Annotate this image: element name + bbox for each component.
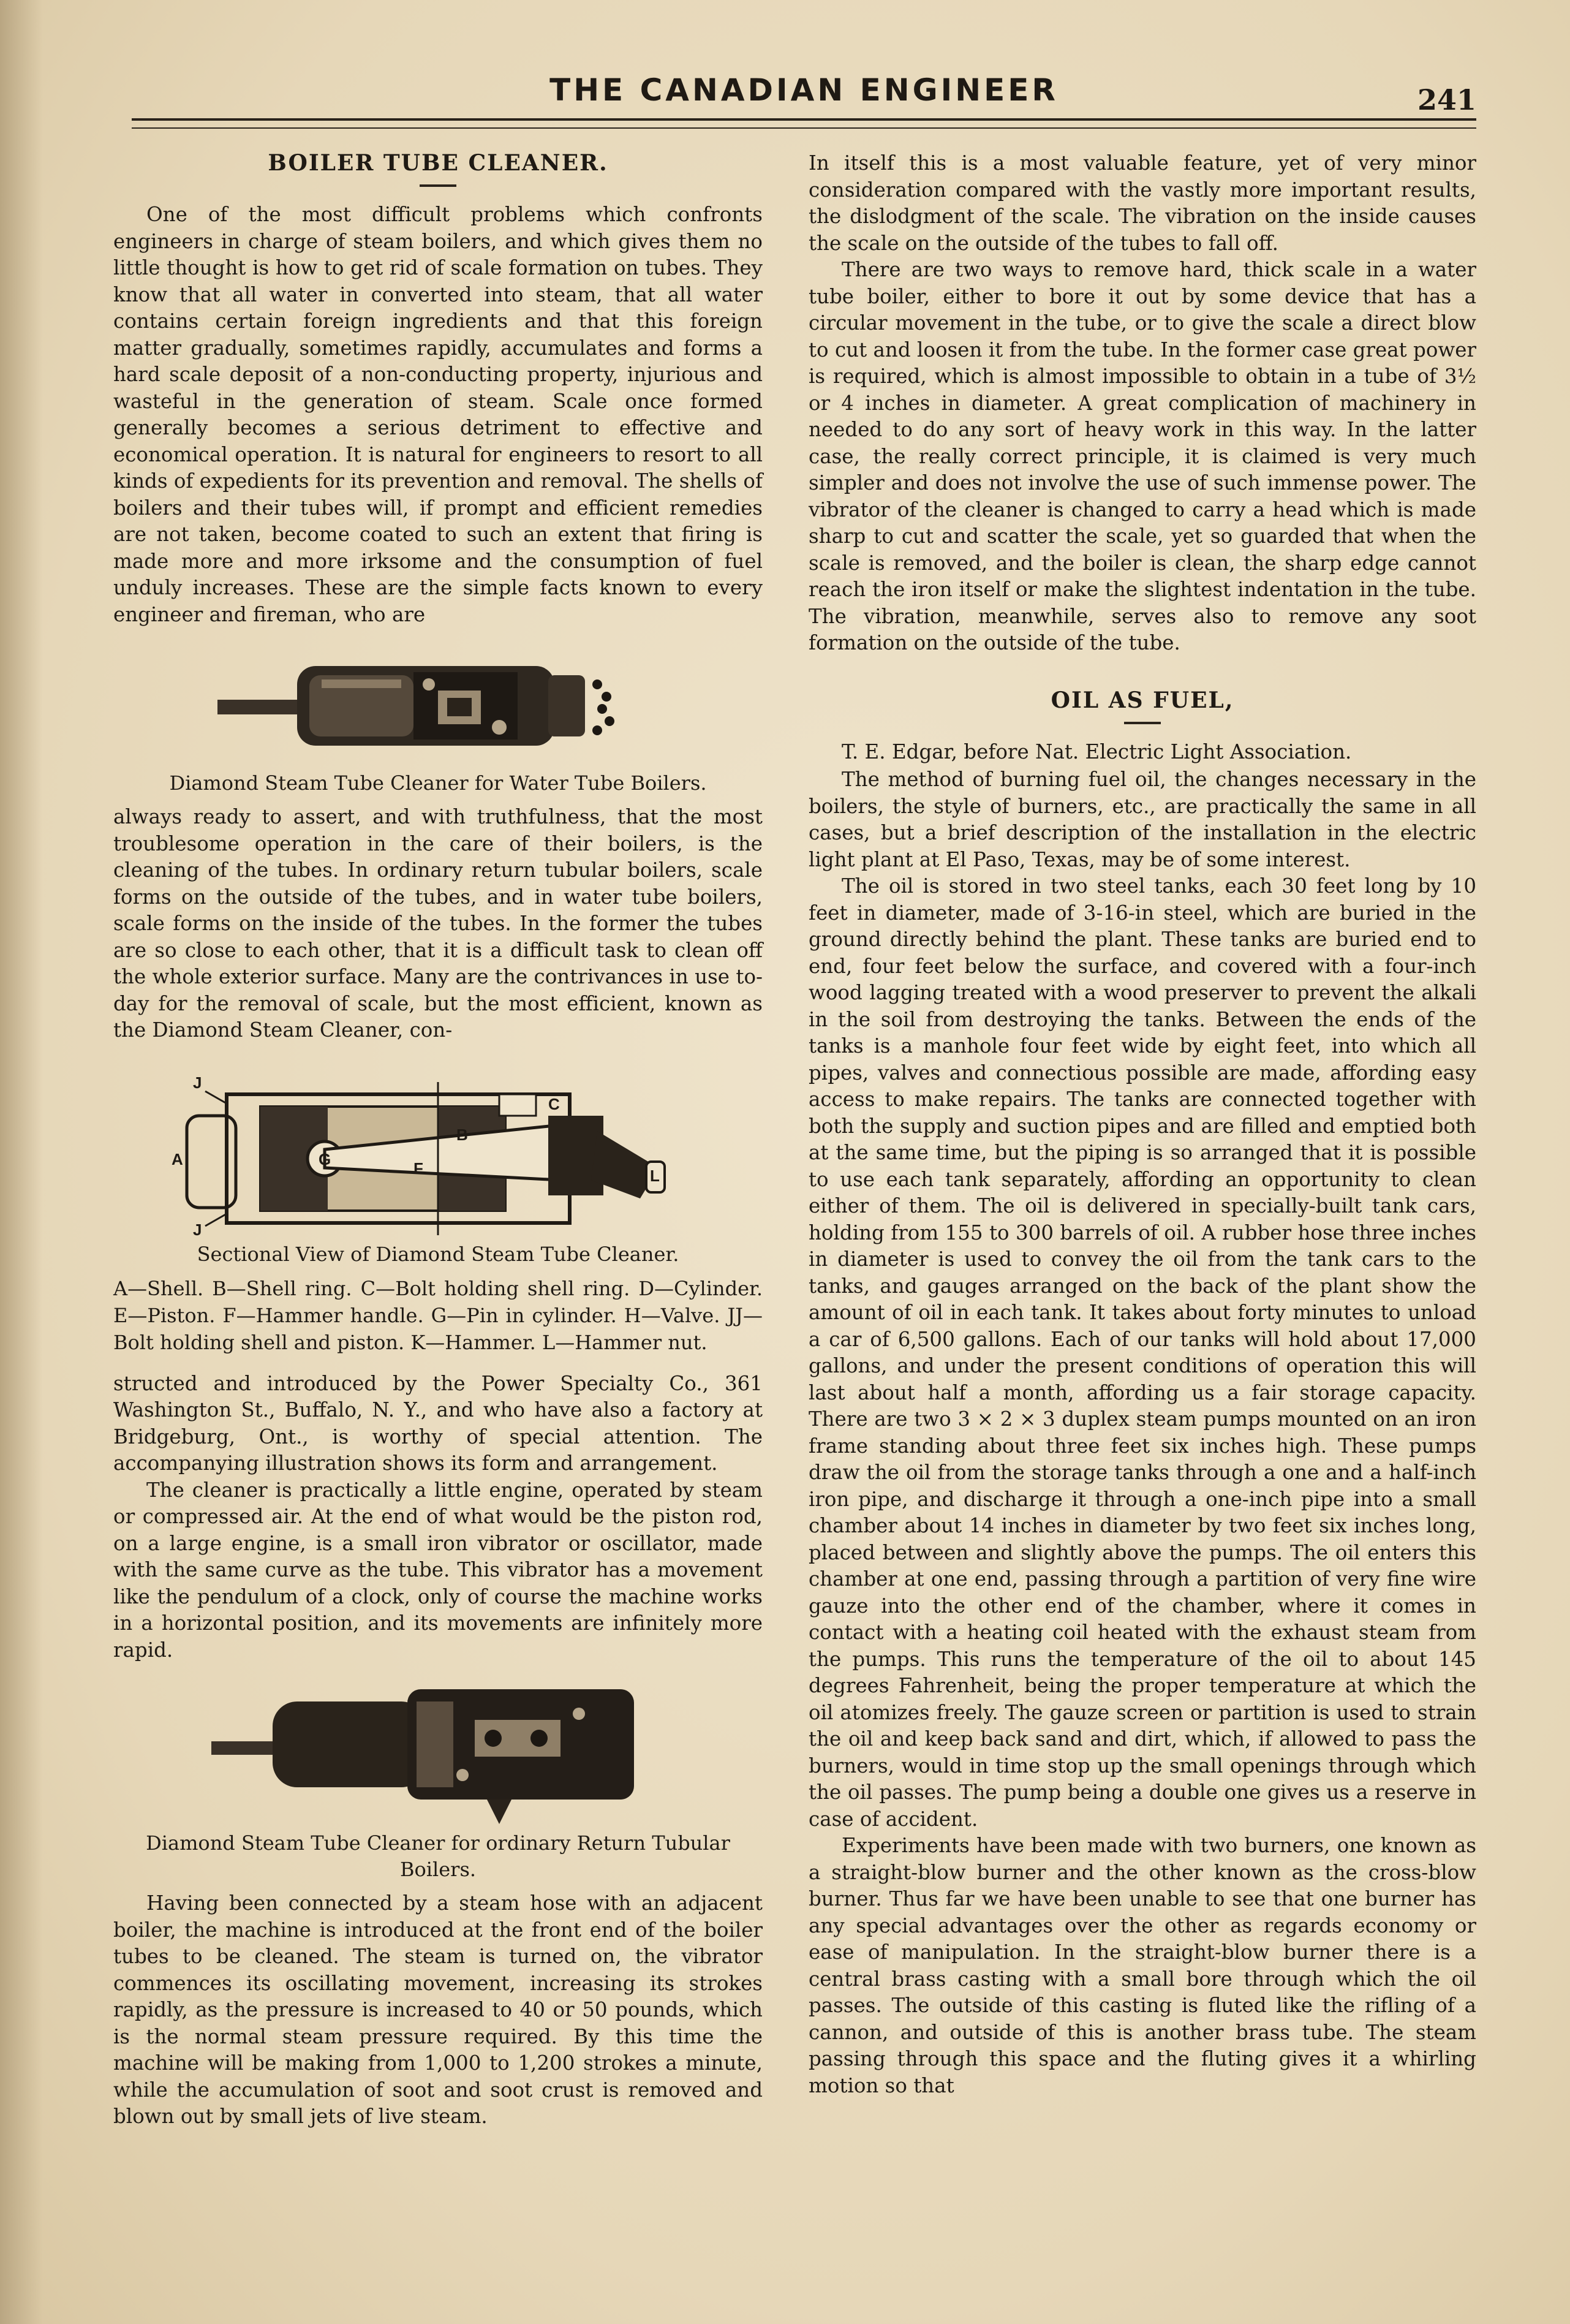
paragraph: structed and introduced by the Power Specialty Co., 361 Washington St., Buffalo, N. Y., and who have also a factory at Bridgeburg, Ont., is worthy of special attention. The accompanying illustration shows its form and arrangement. xyxy=(113,1371,763,1475)
page-header xyxy=(132,72,1476,140)
diagram-label: G xyxy=(319,1149,331,1168)
paragraph: In itself this is a most valuable feature, yet of very minor consideration compared with the vastly more important results, the dislodgment of the scale. The vibration on the inside causes the scale on the outside of the tubes to fall off. xyxy=(809,151,1476,255)
paragraph: Having been connected by a steam hose with an adjacent boiler, the machine is introduced at the front end of the boiler tubes to be cleaned. The steam is turned on, the vibrator commences its oscillating movement, increasing its strokes rapidly, as the pressure is increased to 40 or 50 pounds, which is the normal steam pressure required. By this time the machine will be making from 1,000 to 1,200 strokes a minute, while the accumulation of soot and soot crust is removed and blown out by small jets of live steam. xyxy=(113,1891,763,2128)
figure-caption: Diamond Steam Tube Cleaner for Water Tube Boilers. xyxy=(169,771,707,795)
paragraph: The cleaner is practically a little engine, operated by steam or compressed air. At the end of what would be the piston rod, on a large engine, is a small iron vibrator or oscillator, made with the same curve as the tube. This vibrator has a movement like the pendulum of a clock, only of course the machine works in a horizontal position, and its movements are infinitely more rapid. xyxy=(113,1478,763,1662)
paragraph: The method of burning fuel oil, the changes necessary in the boilers, the style of burners, etc., are practically the same in all cases, but a brief description of the installation in the electric light plant at El Paso, Texas, may be of some interest. xyxy=(809,768,1476,871)
figure-legend: A—Shell. B—Shell ring. C—Bolt holding shell ring. D—Cylinder. E—Piston. F—Hammer handle. G—Pin in cylinder. H—Valve. JJ—Bolt holding shell and piston. K—Hammer. L—Hammer nut. xyxy=(113,1276,763,1354)
header-rule-thin xyxy=(132,127,1476,129)
page-number: 241 xyxy=(1417,83,1476,116)
return-tubular-cleaner-illustration xyxy=(205,1677,671,1830)
paragraph: There are two ways to remove hard, thick scale in a water tube boiler, either to bore it out by some device that has a circular movement in the tube, or to give the scale a direct blow to cut and loosen it from the tube. In the former case great power is required, which is almost impossible to obtain in a tube of 3½ or 4 inches in diameter. A great complication of machinery in needed to do any sort of heavy work in this way. In the latter case, the really correct principle, it is claimed is very much simpler and does not involve the use of such immense power. The vibrator of the cleaner is changed to carry a head which is made sharp to cut and scatter the scale, yet so guarded that when the scale is removed, and the boiler is clean, the sharp edge cannot reach the iron itself or make the slightest indentation in the tube. The vibration, meanwhile, serves also to remove any soot formation on the outside of the tube. xyxy=(809,258,1476,654)
diagram-label: A xyxy=(172,1149,183,1168)
paragraph: The oil is stored in two steel tanks, each 30 feet long by 10 feet in diameter, made of 3-16-in steel, which are buried in the ground directly behind the plant. These tanks are buried end to end, four feet below the surface, and covered with a four-inch wood lagging treated with a wood preserver to prevent the alkali in the soil from destroying the tanks. Between the ends of the tanks is a manhole four feet wide by eight feet, into which all pipes, valves and connectious possible are made, affording easy access to make repairs. The tanks are connected together with both the supply and suction pipes and are filled and emptied both at the same time, but the piping is so arranged that it is possible to use each tank separately, affording an opportunity to clean either of them. The oil is delivered in specially-built tank cars, holding from 155 to 300 barrels of oil. A rubber hose three inches in diameter is used to convey the oil from the tank cars to the tanks, and gauges arranged on the back of the plant show the amount of oil in each tank. It takes about forty minutes to unload a car of 6,500 gallons. Each of our tanks will hold about 17,000 gallons, and under the present conditions of operation this will last about half a month, affording us a fair storage capacity. There are two 3 × 2 × 3 duplex steam pumps mounted on an iron frame standing about three feet six inches high. These pumps draw the oil from the storage tanks through a one and a half-inch iron pipe, and discharge it through a one-inch pipe into a small chamber about 14 inches in diameter by two feet six inches long, placed between and slightly above the pumps. The oil enters this chamber at one end, passing through a partition of very fine wire gauze into the other end of the chamber, where it comes in contact with a heating coil heated with the exhaust steam from the pumps. This runs the temperature of the oil to about 145 degrees Fahrenheit, being the proper temperature at which the oil atomizes freely. The gauze screen or partition is used to strain the oil and keep back sand and dirt, which, if allowed to pass the burners, would in time stop up the small openings through which the oil passes. The pump being a double one gives us a reserve in case of accident. xyxy=(809,874,1476,1831)
article-byline: T. E. Edgar, before Nat. Electric Light Association. xyxy=(842,740,1352,763)
figure-water-tube-cleaner xyxy=(113,642,763,797)
figure-sectional-view xyxy=(113,1058,763,1268)
diagram-label: B xyxy=(456,1125,468,1144)
article-title-oil-as-fuel: OIL AS FUEL, xyxy=(1051,687,1234,713)
diagram-label: C xyxy=(548,1094,560,1113)
paragraph: Experiments have been made with two burners, one known as a straight-blow burner and the other known as the cross-blow burner. Thus far we have been unable to see that one burner has any special advantages over the other as regards economy or ease of manipulation. In the straight-blow burner there is a central brass casting with a small bore through which the oil passes. The outside of this casting is fluted like the rifling of a cannon, and outside of this is another brass tube. The steam passing through this space and the fluting gives it a whirling motion so that xyxy=(809,1834,1476,2097)
title-rule xyxy=(420,184,456,187)
paragraph: always ready to assert, and with truthfulness, that the most troublesome operation in the care of their boilers, is the cleaning of the tubes. In ordinary return tubular boilers, scale forms on the outside of the tubes, and in water tube boilers, scale forms on the inside of the tubes. In the former the tubes are so close to each other, that it is a difficult task to clean off the whole exterior surface. Many are the contrivances in use to-day for the removal of scale, but the most efficient, known as the Diamond Steam Cleaner, con- xyxy=(113,805,763,1042)
diagram-label: J xyxy=(193,1073,202,1092)
figure-caption: Diamond Steam Tube Cleaner for ordinary Return Tubular Boilers. xyxy=(146,1831,730,1881)
left-column xyxy=(113,150,763,2130)
right-column xyxy=(809,150,1476,2099)
figure-return-tubular-cleaner xyxy=(113,1677,763,1883)
header-rule xyxy=(132,118,1476,121)
title-rule xyxy=(1124,722,1161,724)
journal-title: THE CANADIAN ENGINEER xyxy=(549,72,1059,108)
sectional-view-diagram xyxy=(168,1058,708,1241)
diagram-label: L xyxy=(650,1166,660,1185)
water-tube-cleaner-illustration xyxy=(205,642,671,770)
diagram-label: F xyxy=(413,1159,423,1178)
paragraph: One of the most difficult problems which confronts engineers in charge of steam boilers, and which gives them no little thought is how to get rid of scale formation on tubes. They know that all water in converted into steam, that all water contains certain foreign ingredients and that this foreign matter gradually, sometimes rapidly, accumulates and forms a hard scale deposit of a non-conducting property, injurious and wasteful in the generation of steam. Scale once formed generally becomes a serious detriment to effective and economical operation. It is natural for engineers to resort to all kinds of expedients for its prevention and removal. The shells of boilers and their tubes will, if prompt and efficient remedies are not taken, become coated to such an extent that firing is made more and more irksome and the consumption of fuel unduly increases. These are the simple facts known to every engineer and fireman, who are xyxy=(113,203,763,626)
binding-shadow xyxy=(0,0,43,2324)
article-title-boiler-tube-cleaner: BOILER TUBE CLEANER. xyxy=(268,150,608,176)
figure-caption: Sectional View of Diamond Steam Tube Cleaner. xyxy=(197,1242,679,1266)
diagram-label: J xyxy=(193,1220,202,1239)
